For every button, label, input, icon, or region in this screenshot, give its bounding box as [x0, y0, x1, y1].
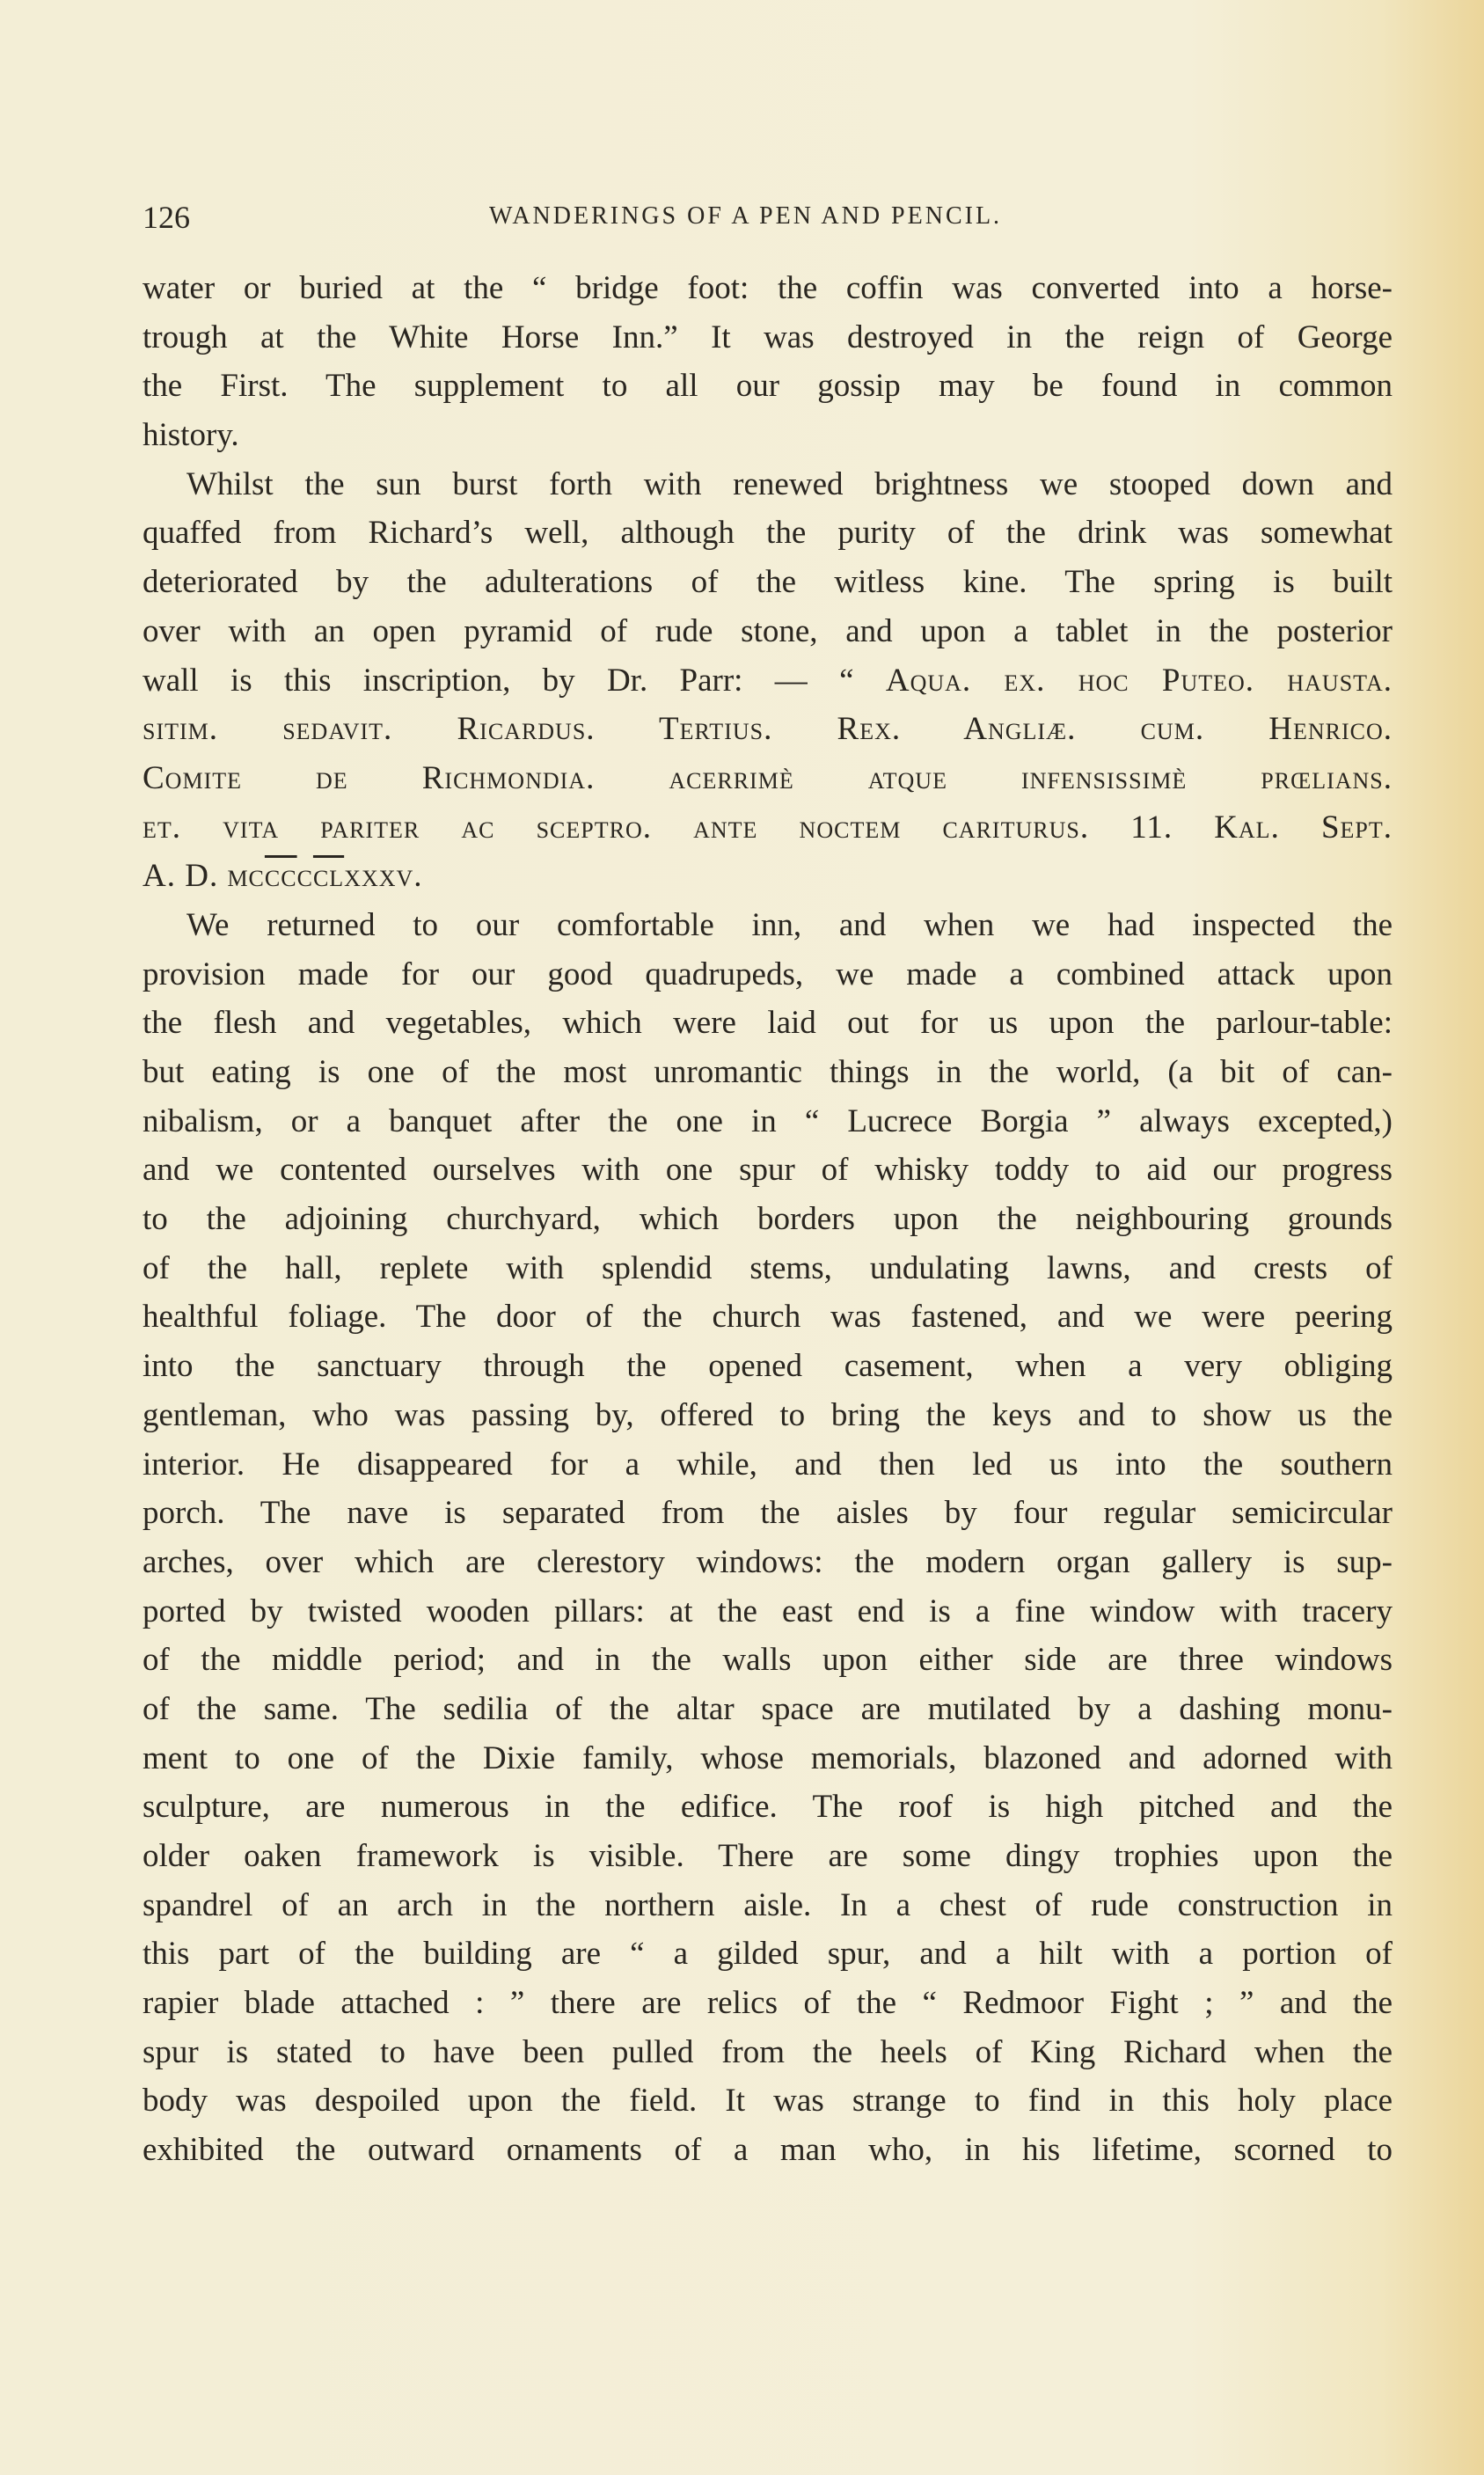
inscription-text: $\overline{cc}$ [264, 858, 297, 895]
text-line: older oaken framework is visible. There are some dingy trophies upon the [143, 1838, 1393, 1874]
text-line: spandrel of an arch in the northern aisle. In a chest of rude construction in [143, 1886, 1393, 1923]
text-line: history. [143, 417, 239, 454]
text-line: this part of the building are “ a gilded spur, and a hilt with a portion of [143, 1936, 1393, 1973]
text-line: healthful foliage. The door of the church was fastened, and we were peering [143, 1299, 1393, 1336]
page-body [143, 264, 1393, 2175]
text-line: water or buried at the “ bridge foot: the coffin was converted into a horse- [143, 270, 1393, 306]
text-line: into the sanctuary through the opened casement, when a very obliging [143, 1348, 1393, 1385]
text-line: porch. The nave is separated from the aisles by four regular semicircular [143, 1495, 1393, 1532]
text-line: provision made for our good quadrupeds, we made a combined attack upon [143, 956, 1393, 992]
inscription-text: sitim. sedavit. Ricardus. Tertius. Rex. Angliæ. cum. Henrico. [143, 711, 1393, 748]
text-line [143, 754, 1393, 803]
text-line: but eating is one of the most unromantic things in the world, (a bit of can- [143, 1054, 1393, 1090]
text-line: arches, over which are clerestory windows: the modern organ gallery is sup- [143, 1543, 1393, 1580]
text-line [143, 656, 1393, 706]
text-line: of the middle period; and in the walls upon either side are three windows [143, 1642, 1393, 1679]
text-line: ment to one of the Dixie family, whose memorials, blazoned and adorned with [143, 1739, 1393, 1776]
text-line: interior. He disappeared for a while, and then led us into the southern [143, 1446, 1393, 1483]
inscription-text: et. vita pariter ac sceptro. ante noctem cariturus. 11. Kal. Sept. [143, 809, 1393, 846]
inscription-text: $\overline{cl}$ [312, 858, 345, 895]
text-line: We returned to our comfortable inn, and when we had inspected the [186, 906, 1393, 943]
inscription-text: Comite de Richmondia. acerrimè atque infensissimè prœlians. [143, 759, 1393, 796]
inscription-text: c [296, 858, 313, 895]
paragraph [143, 460, 1393, 901]
text-line: and we contented ourselves with one spur of whisky toddy to aid our progress [143, 1152, 1393, 1189]
text-line: ported by twisted wooden pillars: at the east end is a fine window with tracery [143, 1593, 1393, 1629]
inscription-text: xxxv. [344, 858, 423, 895]
text-line: exhibited the outward ornaments of a man who, in his lifetime, scorned to [143, 2132, 1393, 2169]
text-line: body was despoiled upon the field. It was strange to find in this holy place [143, 2083, 1393, 2120]
running-title: WANDERINGS OF A PEN AND PENCIL. [489, 202, 1003, 230]
paragraph [143, 264, 1393, 460]
page-number: 126 [143, 200, 190, 235]
text-line [143, 852, 1393, 901]
text-line: quaffed from Richard’s well, although the purity of the drink was somewhat [143, 515, 1393, 552]
text-line [143, 803, 1393, 853]
running-header [143, 199, 1393, 243]
text-line: rapier blade attached : ” there are relics of the “ Redmoor Fight ; ” and the [143, 1985, 1393, 2022]
text-line: of the same. The sedilia of the altar space are mutilated by a dashing monu- [143, 1690, 1393, 1727]
paragraph [143, 901, 1393, 2175]
text-line: gentleman, who was passing by, offered to bring the keys and to show us the [143, 1396, 1393, 1433]
text-line: Whilst the sun burst forth with renewed brightness we stooped down and [186, 465, 1393, 502]
text-line: spur is stated to have been pulled from the heels of King Richard when the [143, 2033, 1393, 2070]
text-line: sculpture, are numerous in the edifice. The roof is high pitched and the [143, 1789, 1393, 1826]
text-line: over with an open pyramid of rude stone, and upon a tablet in the posterior [143, 612, 1393, 649]
text-segment: wall is this inscription, by Dr. Parr: — “ [143, 662, 886, 699]
text-line: of the hall, replete with splendid stems, undulating lawns, and crests of [143, 1249, 1393, 1286]
text-line: deteriorated by the adulterations of the witless kine. The spring is built [143, 564, 1393, 601]
text-line [143, 705, 1393, 754]
inscription-text: A. D. mc [143, 858, 265, 895]
text-line: trough at the White Horse Inn.” It was destroyed in the reign of George [143, 319, 1393, 355]
inscription-text: Aqua. ex. hoc Puteo. hausta. [885, 662, 1393, 699]
text-line: the flesh and vegetables, which were laid out for us upon the parlour-table: [143, 1005, 1393, 1042]
text-line: nibalism, or a banquet after the one in “ Lucrece Borgia ” always excepted,) [143, 1102, 1393, 1139]
text-line: to the adjoining churchyard, which borders upon the neighbouring grounds [143, 1201, 1393, 1238]
text-line: the First. The supplement to all our gossip may be found in common [143, 368, 1393, 405]
